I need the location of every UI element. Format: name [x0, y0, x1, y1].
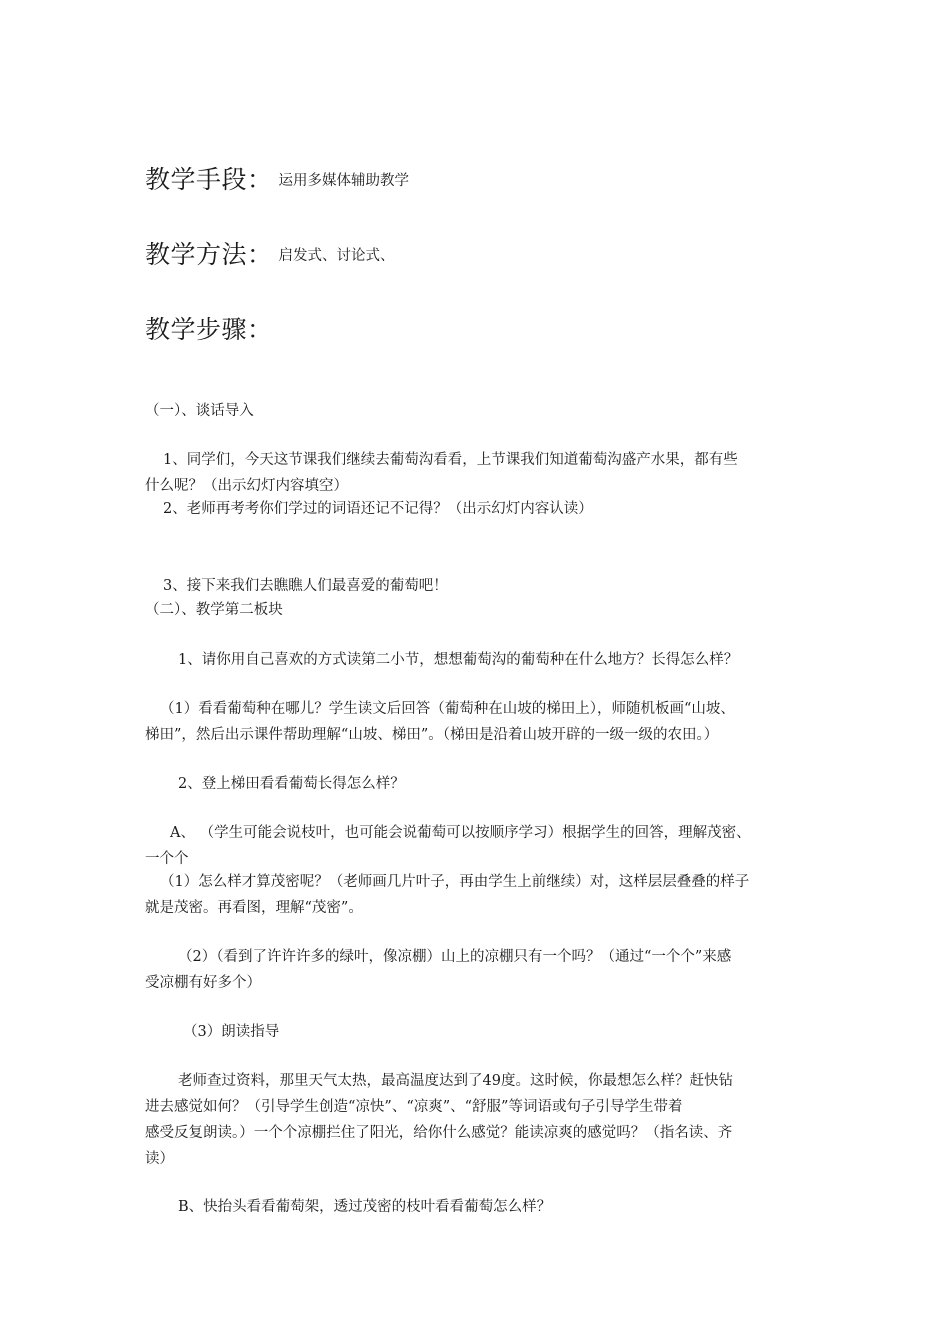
paragraph-line: 读） — [145, 1151, 174, 1167]
teaching-method-label: 教学方法： — [145, 240, 273, 269]
teaching-means-label: 教学手段： — [145, 165, 273, 194]
teaching-steps-row — [145, 310, 273, 346]
paragraph-line: B、快抬头看看葡萄架，透过茂密的枝叶看看葡萄怎么样？ — [178, 1199, 552, 1215]
paragraph-line: 老师查过资料，那里天气太热，最高温度达到了49度。这时候，你最想怎么样？赶快钻 — [178, 1073, 733, 1089]
paragraph-line: 受凉棚有好多个） — [145, 975, 261, 991]
teaching-steps-label: 教学步骤： — [145, 315, 273, 344]
paragraph-line: 就是茂密。再看图，理解“茂密”。 — [145, 900, 363, 916]
paragraph-line: （2）（看到了许许许多的绿叶，像凉棚）山上的凉棚只有一个吗？（通过“一个个”来感 — [178, 949, 732, 965]
paragraph-line: 1、同学们，今天这节课我们继续去葡萄沟看看，上节课我们知道葡萄沟盛产水果，都有些 — [163, 452, 738, 468]
paragraph-line: 1、请你用自己喜欢的方式读第二小节，想想葡萄沟的葡萄种在什么地方？长得怎么样？ — [178, 652, 739, 668]
paragraph-line: （3）朗读指导 — [183, 1024, 280, 1040]
section-one-title: （一）、谈话导入 — [145, 403, 254, 419]
paragraph-line: 2、老师再考考你们学过的词语还记不记得？（出示幻灯内容认读） — [163, 501, 593, 517]
section-two-title: （二）、教学第二板块 — [145, 602, 283, 618]
paragraph-line: 梯田”，然后出示课件帮助理解“山坡、梯田”。（梯田是沿着山坡开辟的一级一级的农田。） — [145, 727, 719, 743]
paragraph-line: （1）看看葡萄种在哪儿？学生读文后回答（葡萄种在山坡的梯田上），师随机板画“山坡、 — [160, 701, 735, 717]
paragraph-line: 一个个 — [145, 851, 189, 867]
paragraph-line: A、 （学生可能会说枝叶，也可能会说葡萄可以按顺序学习）根据学生的回答，理解茂密、 — [170, 825, 751, 841]
teaching-method-row — [145, 235, 395, 271]
paragraph-line: 什么呢？（出示幻灯内容填空） — [145, 478, 348, 494]
paragraph-line: （1）怎么样才算茂密呢？（老师画几片叶子，再由学生上前继续）对，这样层层叠叠的样子 — [160, 874, 750, 890]
teaching-method-value: 启发式、讨论式、 — [278, 248, 395, 264]
paragraph-line: 2、登上梯田看看葡萄长得怎么样？ — [178, 776, 405, 792]
paragraph-line: 进去感觉如何？（引导学生创造“凉快”、“凉爽”、“舒服”等词语或句子引导学生带着 — [145, 1099, 683, 1115]
paragraph-line: 感受反复朗读。）一个个凉棚拦住了阳光，给你什么感觉？能读凉爽的感觉吗？（指名读、齐 — [145, 1125, 733, 1141]
paragraph-line: 3、接下来我们去瞧瞧人们最喜爱的葡萄吧！ — [163, 578, 448, 594]
teaching-means-row — [145, 160, 409, 196]
teaching-means-value: 运用多媒体辅助教学 — [278, 173, 410, 189]
